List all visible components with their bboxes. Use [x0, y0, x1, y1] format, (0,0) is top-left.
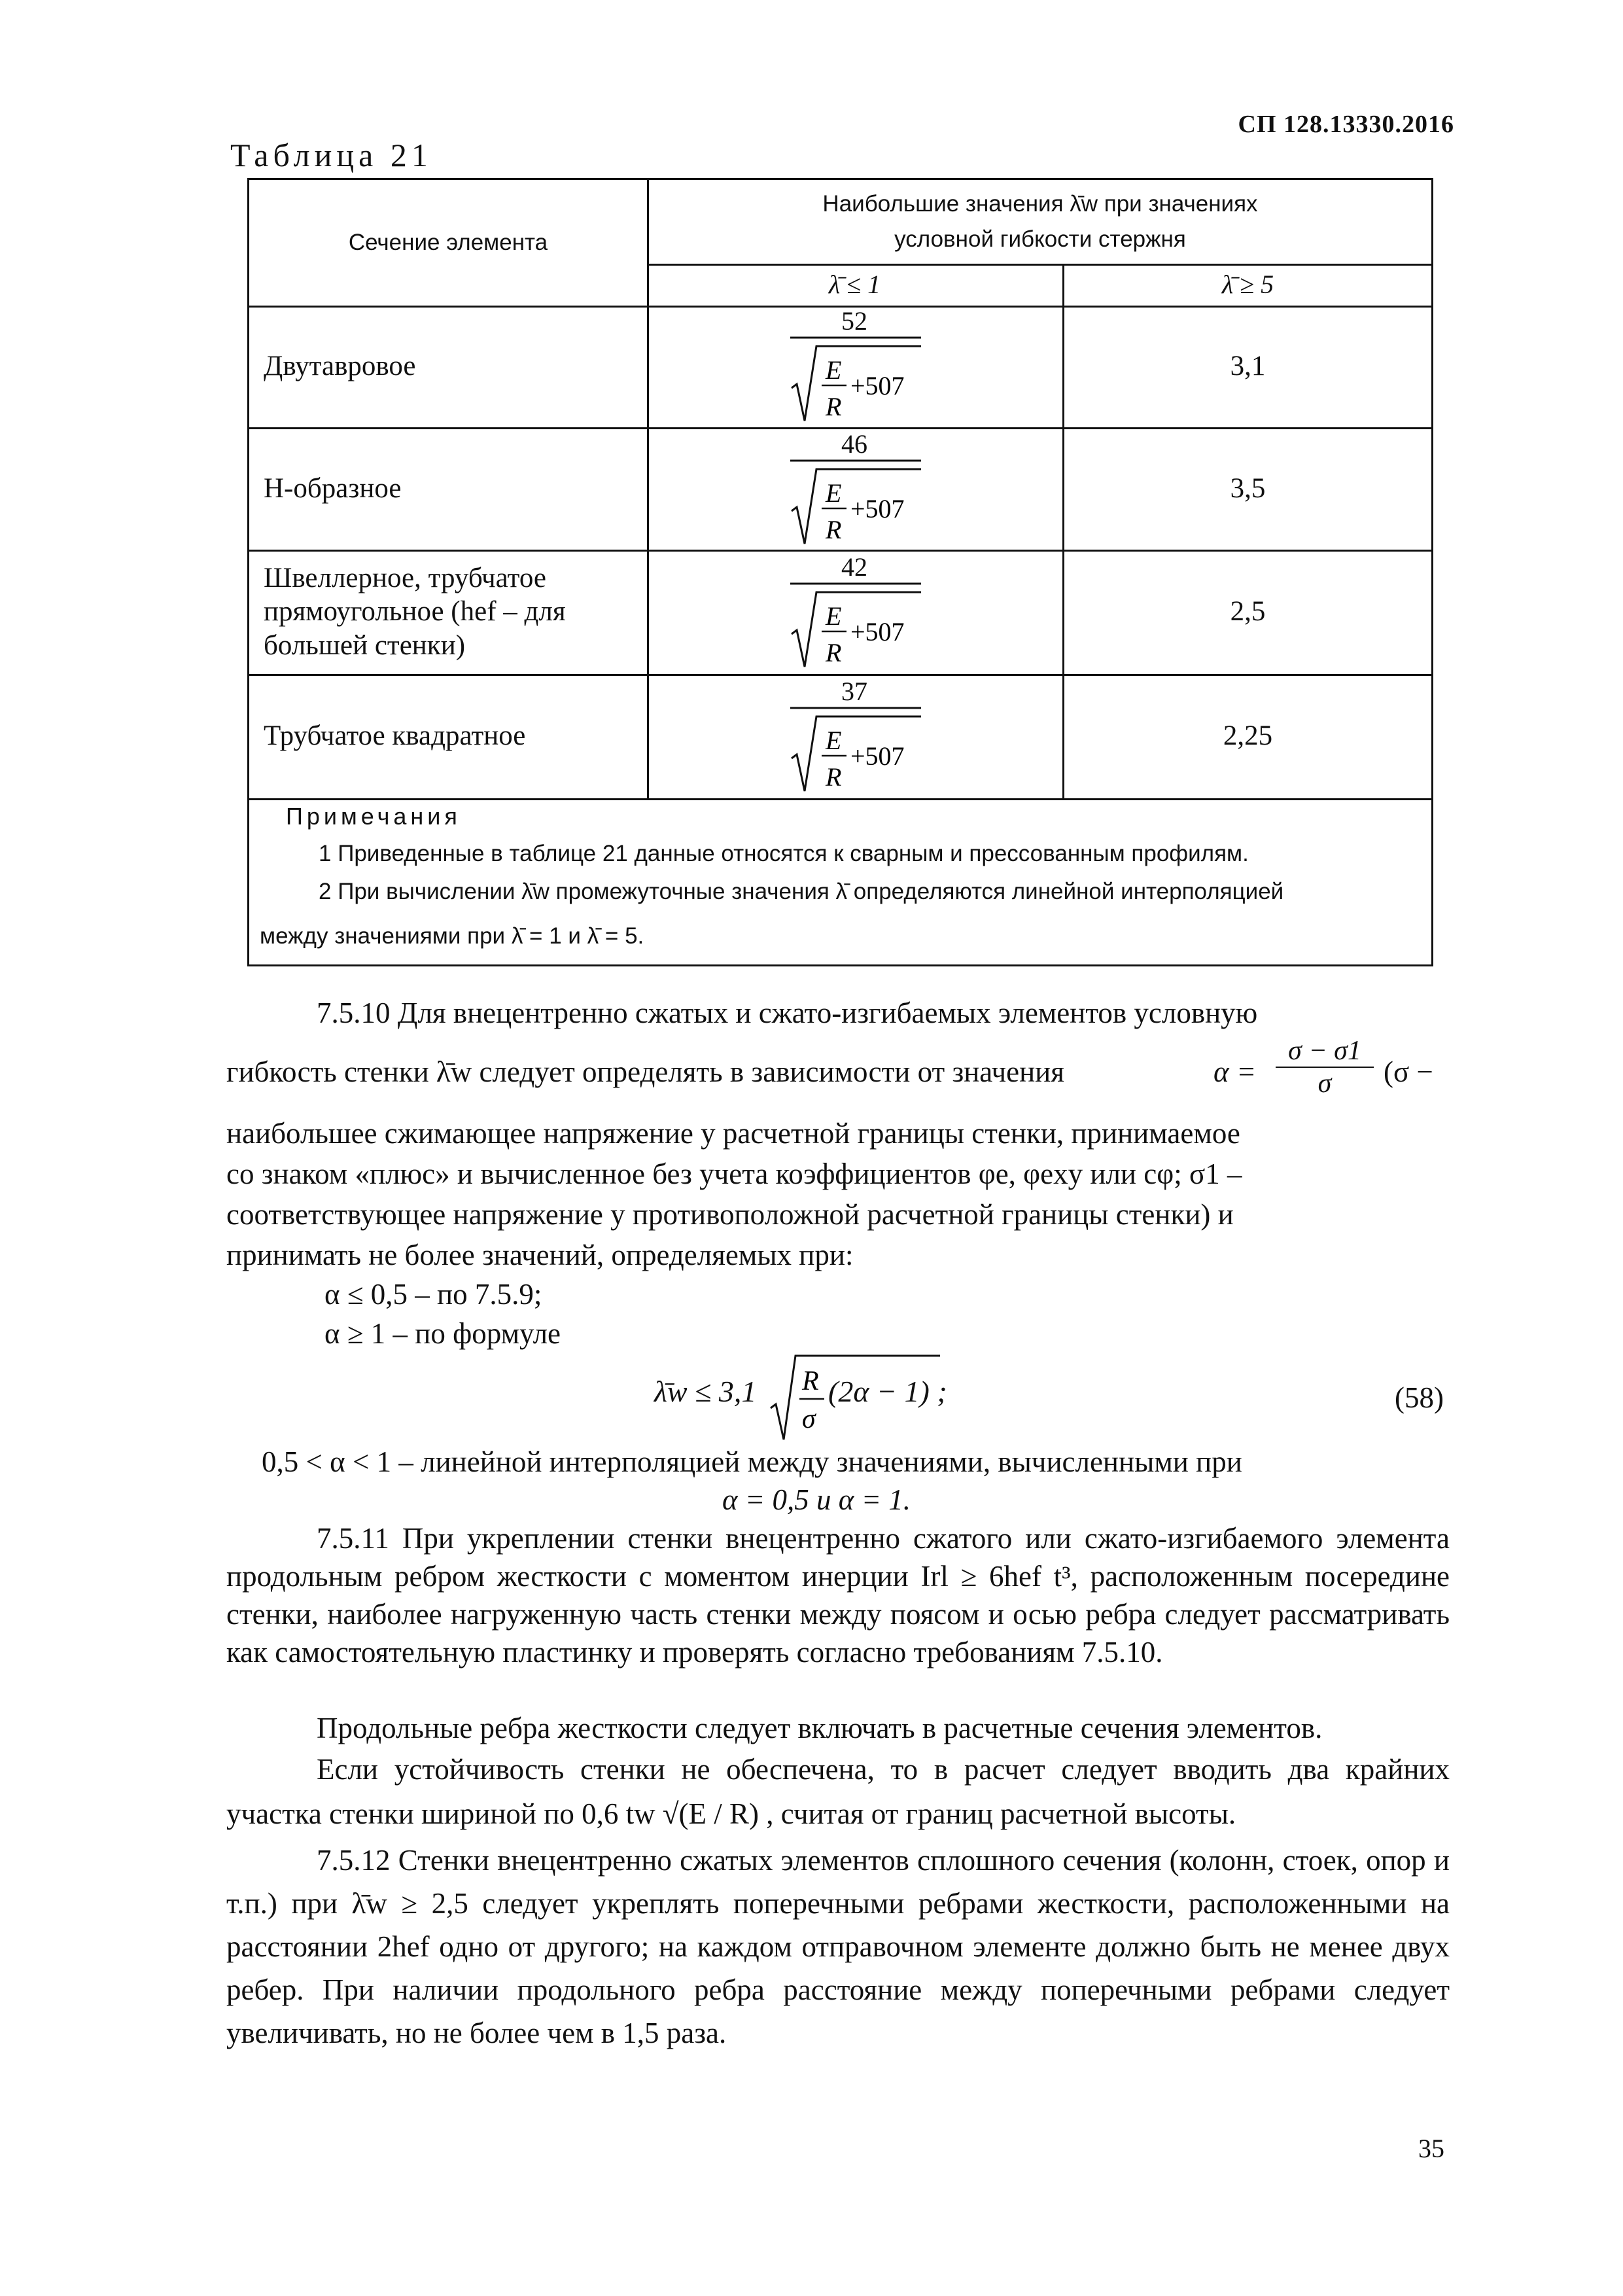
paragraph-7-5-10-line: 7.5.10 Для внецентренно сжатых и сжато-изгибаемых элементов условную	[317, 997, 1258, 1029]
table-21	[247, 178, 1433, 966]
table-row-value	[1062, 674, 1433, 798]
svg-text:+507: +507	[850, 494, 905, 523]
paragraph-7-5-10-line: со знаком «плюс» и вычисленное без учета коэффициентов φe, φexy или cφ; σ1 –	[226, 1157, 1242, 1190]
formula-58-tail: (2α − 1) ;	[828, 1375, 947, 1408]
svg-text:+507: +507	[850, 617, 905, 646]
paragraph-7-5-10-line: наибольшее сжимающее напряжение у расчетной границы стенки, принимаемое	[226, 1117, 1240, 1150]
header-values-line2: условной гибкости стержня	[894, 226, 1186, 252]
svg-text:E: E	[826, 355, 842, 385]
condition-1: α ≤ 0,5 – по 7.5.9;	[324, 1278, 542, 1311]
fraction-numerator: 37	[841, 677, 867, 706]
svg-text:R: R	[802, 1366, 819, 1396]
condition-3: 0,5 < α < 1 – линейной интерполяцией между значениями, вычисленными при	[262, 1445, 1242, 1478]
note-2-continued: между значениями при λ̄ = 1 и λ̄ = 5.	[260, 923, 644, 949]
alpha-fraction-numerator: σ − σ1	[1276, 1035, 1374, 1068]
header-values	[647, 180, 1433, 264]
page-number: 35	[1418, 2134, 1444, 2163]
formula-58	[654, 1348, 1021, 1439]
header-section	[249, 180, 647, 306]
alpha-fraction-denominator: σ	[1318, 1069, 1332, 1099]
sqrt-e-over-r-icon	[782, 459, 926, 550]
formula-fraction	[782, 429, 926, 549]
paragraph-7-5-11: 7.5.11 При укреплении стенки внецентренно сжатого или сжато-изгибаемого элемента продольным ребром жесткости с моментом инерции Irl ≥ 6hef t³, расположенным посередине стенки, наиболее нагруженную часть стенки между поясом и осью ребра следует рассматривать как самостоятельную пластинку и проверять согласно требованиям 7.5.10.	[226, 1522, 1450, 1669]
row-value: 3,5	[1230, 472, 1266, 504]
paragraph-7-5-10-line: (σ −	[1384, 1055, 1433, 1088]
paragraph-7-5-12: 7.5.12 Стенки внецентренно сжатых элементов сплошного сечения (колонн, стоек, опор и т.п.) при λ̄w ≥ 2,5 следует укреплять поперечными ребрами жесткости, расположенными на расстоянии 2hef одно от другого; на каждом отправочном элементе должно быть не менее двух ребер. При наличии продольного ребра расстояние между поперечными ребрами следует увеличивать, но не более чем в 1,5 раза.	[226, 1844, 1450, 2049]
fraction-numerator: 52	[841, 306, 867, 336]
formula-fraction	[782, 306, 926, 426]
svg-text:R: R	[826, 638, 842, 667]
paragraph-long-ribs: Продольные ребра жесткости следует включать в расчетные сечения элементов.	[317, 1712, 1323, 1744]
row-value: 3,1	[1230, 351, 1266, 382]
row-section-label: Двутавровое	[264, 351, 416, 382]
row-value: 2,5	[1230, 596, 1266, 627]
svg-text:E: E	[826, 478, 842, 508]
formula-58-number: (58)	[1395, 1381, 1444, 1414]
header-values-line1: Наибольшие значения λ̄w при значениях	[822, 190, 1258, 217]
table-row-value	[1062, 427, 1433, 550]
formula-fraction	[782, 676, 926, 796]
svg-text:E: E	[826, 726, 842, 755]
row-section-label: Н-образное	[264, 472, 402, 504]
table-row-value	[1062, 306, 1433, 427]
svg-text:R: R	[826, 392, 842, 421]
row-value: 2,25	[1223, 720, 1273, 752]
svg-text:+507: +507	[850, 371, 905, 400]
paragraph-stability: Если устойчивость стенки не обеспечена, то в расчет следует вводить два крайних участка стенки шириной по 0,6 tw √(E / R) , считая от границ расчетной высоты.	[226, 1753, 1450, 1830]
svg-text:+507: +507	[850, 741, 905, 771]
svg-text:R: R	[826, 515, 842, 544]
sqrt-e-over-r-icon	[782, 706, 926, 798]
table-title: Таблица 21	[230, 137, 432, 173]
condition-2: α ≥ 1 – по формуле	[324, 1317, 561, 1350]
table-row-value	[1062, 550, 1433, 674]
paragraph-7-5-10-line: принимать не более значений, определяемых при:	[226, 1239, 854, 1271]
note-1: 1 Приведенные в таблице 21 данные относятся к сварным и прессованным профилям.	[319, 841, 1249, 866]
subheader-ge5	[1062, 264, 1433, 306]
paragraph-7-5-10-line: гибкость стенки λ̄w следует определять в зависимости от значения	[226, 1055, 1064, 1088]
table-row-section	[264, 306, 637, 427]
document-code: СП 128.13330.2016	[1238, 111, 1454, 138]
table-row-section	[264, 427, 637, 550]
note-2: 2 При вычислении λ̄w промежуточные значения λ̄ определяются линейной интерполяцией	[319, 879, 1284, 904]
formula-58-left: λ̄w ≤ 3,1	[654, 1375, 757, 1408]
table-rule	[249, 798, 1433, 800]
row-section-label: Швеллерное, трубчатое прямоугольное (hef – для большей стенки)	[264, 562, 566, 661]
alpha-fraction	[1276, 1035, 1374, 1100]
paragraph-7-5-10-line: соответствующее напряжение у противоположной расчетной границы стенки) и	[226, 1198, 1234, 1231]
header-section-label: Сечение элемента	[348, 229, 548, 255]
sqrt-e-over-r-icon	[782, 336, 926, 427]
fraction-numerator: 42	[841, 552, 867, 582]
fraction-numerator: 46	[841, 429, 867, 459]
subheader-ge5-label: λ̄ ≥ 5	[1221, 270, 1274, 299]
notes-title: Примечания	[286, 803, 461, 830]
alpha-equals: α =	[1213, 1055, 1257, 1088]
subheader-le1	[647, 264, 1062, 306]
svg-text:σ: σ	[802, 1404, 816, 1434]
table-row-section	[264, 674, 637, 798]
sqrt-e-over-r-icon	[782, 582, 926, 673]
svg-text:E: E	[826, 601, 842, 631]
subheader-le1-label: λ̄ ≤ 1	[828, 270, 881, 299]
table-row-section	[264, 550, 637, 674]
formula-fraction	[782, 552, 926, 672]
row-section-label: Трубчатое квадратное	[264, 720, 526, 752]
svg-text:R: R	[826, 762, 842, 792]
condition-3-values: α = 0,5 и α = 1.	[722, 1483, 911, 1516]
